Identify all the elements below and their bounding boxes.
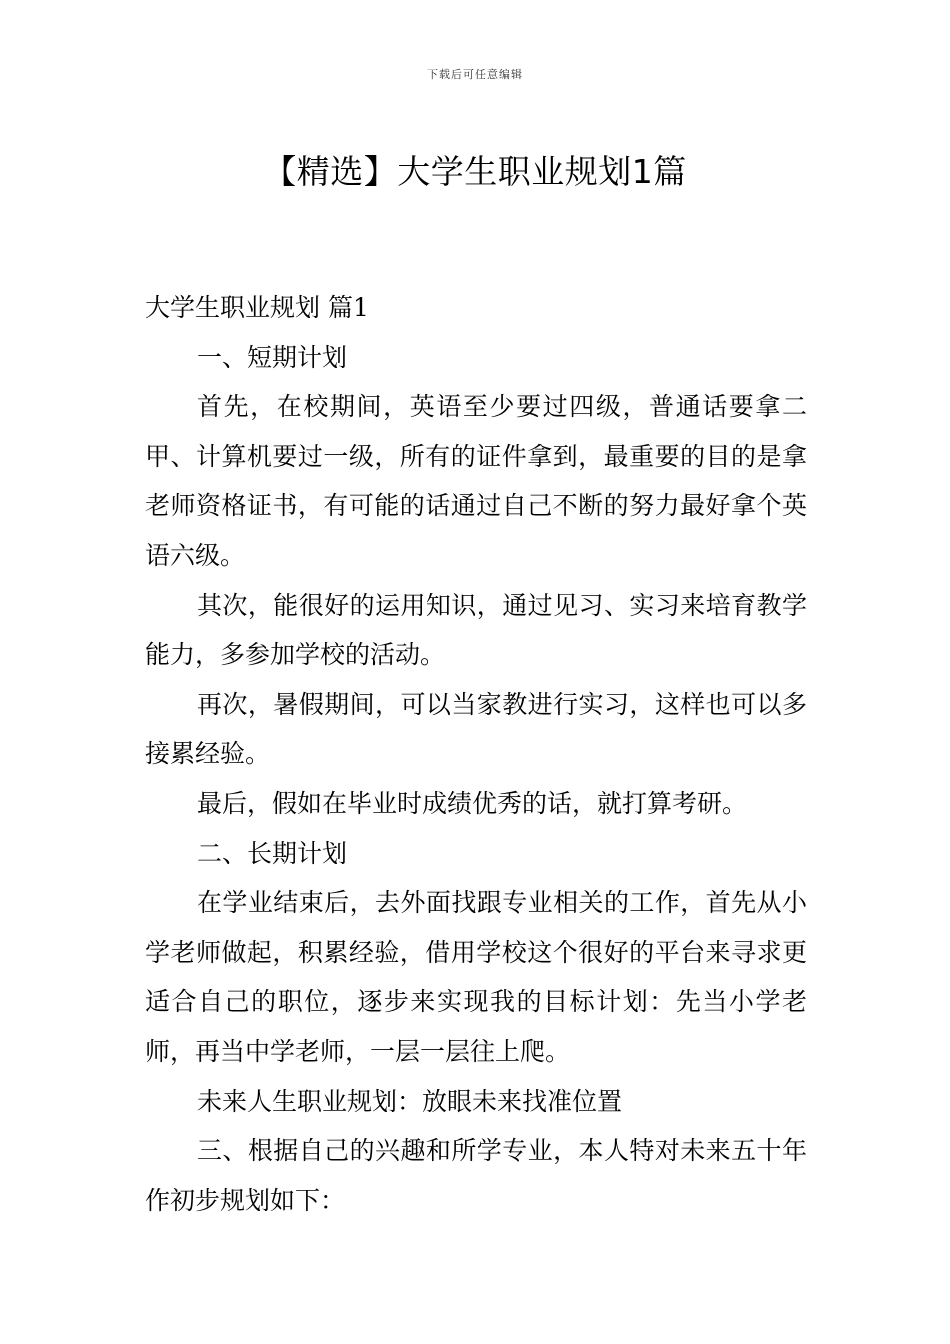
paragraph: 三、根据自己的兴趣和所学专业，本人特对未来五十年作初步规划如下： [145,1136,807,1215]
document-title: 【精选】大学生职业规划1篇 [263,152,687,192]
paragraph: 一、短期计划 [197,342,348,372]
paragraph: 再次，暑假期间，可以当家教进行实习，这样也可以多接累经验。 [145,689,807,769]
section-heading: 大学生职业规划 篇1 [145,293,369,322]
paragraph: 二、长期计划 [197,838,348,868]
paragraph: 未来人生职业规划：放眼未来找准位置 [197,1086,623,1116]
paragraph: 最后，假如在毕业时成绩优秀的话，就打算考研。 [197,788,748,818]
paragraph: 其次，能很好的运用知识，通过见习、实习来培育教学能力，多参加学校的活动。 [145,590,807,670]
paragraph: 首先，在校期间，英语至少要过四级，普通话要拿二甲、计算机要过一级，所有的证件拿到，最重要的目的是拿老师资格证书，有可能的话通过自己不断的努力最好拿个英语六级。 [145,392,807,570]
header-note: 下载后可任意编辑 [427,68,523,81]
paragraph: 在学业结束后，去外面找跟专业相关的工作，首先从小学老师做起，积累经验，借用学校这个很好的平台来寻求更适合自己的职位，逐步来实现我的目标计划：先当小学老师，再当中学老师，一层一层往上爬。 [145,888,807,1066]
document-body [145,283,807,1225]
